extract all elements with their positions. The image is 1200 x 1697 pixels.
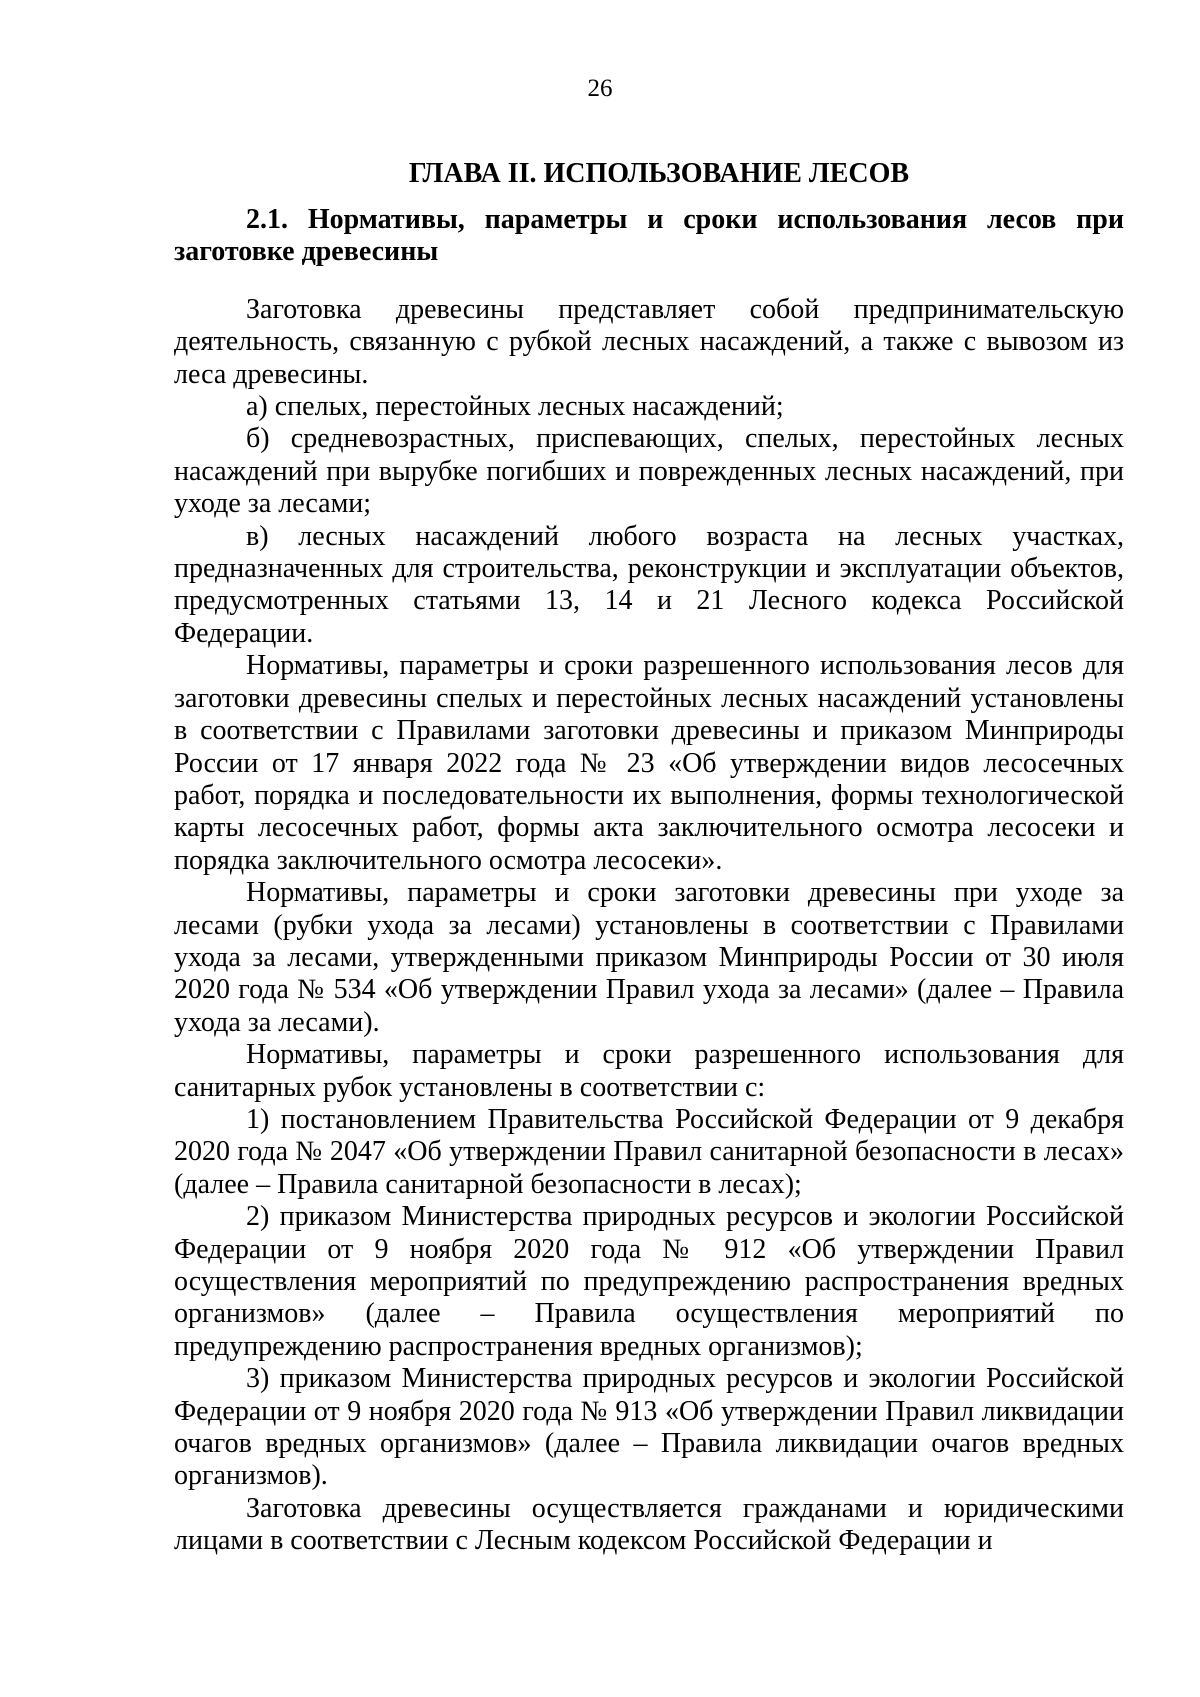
- list-item-3: 3) приказом Министерства природных ресурсов и экологии Российской Федерации от 9 ноября 2020 года № 913 «Об утверждении Правил ликвидации очагов вредных организмов» (далее – Правила ликвидации очагов вредных организмов).: [174, 1363, 1124, 1492]
- paragraph-harvesting: Заготовка древесины осуществляется гражданами и юридическими лицами в соответствии с Лесным кодексом Российской Федерации и: [174, 1492, 1124, 1557]
- list-item-b: б) средневозрастных, приспевающих, спелых, перестойных лесных насаждений при вырубке погибших и поврежденных лесных насаждений, при уходе за лесами;: [174, 423, 1124, 520]
- paragraph-intro: Заготовка древесины представляет собой предпринимательскую деятельность, связанную с рубкой лесных насаждений, а также с вывозом из леса древесины.: [174, 293, 1124, 390]
- list-item-v: в) лесных насаждений любого возраста на лесных участках, предназначенных для строительства, реконструкции и эксплуатации объектов, предусмотренных статьями 13, 14 и 21 Лесного кодекса Российской Федерации.: [174, 520, 1124, 649]
- page-body: [174, 158, 1124, 1558]
- list-item-a: а) спелых, перестойных лесных насаждений;: [246, 391, 784, 423]
- paragraph-sanitary: Нормативы, параметры и сроки разрешенного использования для санитарных рубок установлены в соответствии с:: [174, 1039, 1124, 1103]
- paragraph-mature-stands: Нормативы, параметры и сроки разрешенного использования лесов для заготовки древесины спелых и перестойных лесных насаждений установлены в соответствии с Правилами заготовки древесины и приказом Минприроды России от 17 января 2022 года № 23 «Об утверждении видов лесосечных работ, порядка и последовательности их выполнения, формы технологической карты лесосечных работ, формы акта заключительного осмотра лесосеки и порядка заключительного осмотра лесосеки».: [174, 650, 1124, 876]
- chapter-title: ГЛАВА II. ИСПОЛЬЗОВАНИЕ ЛЕСОВ: [408, 158, 910, 189]
- list-item-2: 2) приказом Министерства природных ресурсов и экологии Российской Федерации от 9 ноября 2020 года № 912 «Об утверждении Правил осуществления мероприятий по предупреждению распространения вредных организмов» (далее – Правила осуществления мероприятий по предупреждению распространения вредных организмов);: [174, 1201, 1124, 1362]
- paragraph-forest-care: Нормативы, параметры и сроки заготовки древесины при уходе за лесами (рубки ухода за лесами) установлены в соответствии с Правилами ухода за лесами, утвержденными приказом Минприроды России от 30 июля 2020 года № 534 «Об утверждении Правил ухода за лесами» (далее – Правила ухода за лесами).: [174, 877, 1124, 1038]
- section-title: 2.1. Нормативы, параметры и сроки использования лесов при заготовке древесины: [174, 204, 1124, 268]
- list-item-1: 1) постановлением Правительства Российской Федерации от 9 декабря 2020 года № 2047 «Об утверждении Правил санитарной безопасности в лесах» (далее – Правила санитарной безопасности в лесах);: [174, 1103, 1124, 1200]
- page-number: 26: [587, 75, 613, 102]
